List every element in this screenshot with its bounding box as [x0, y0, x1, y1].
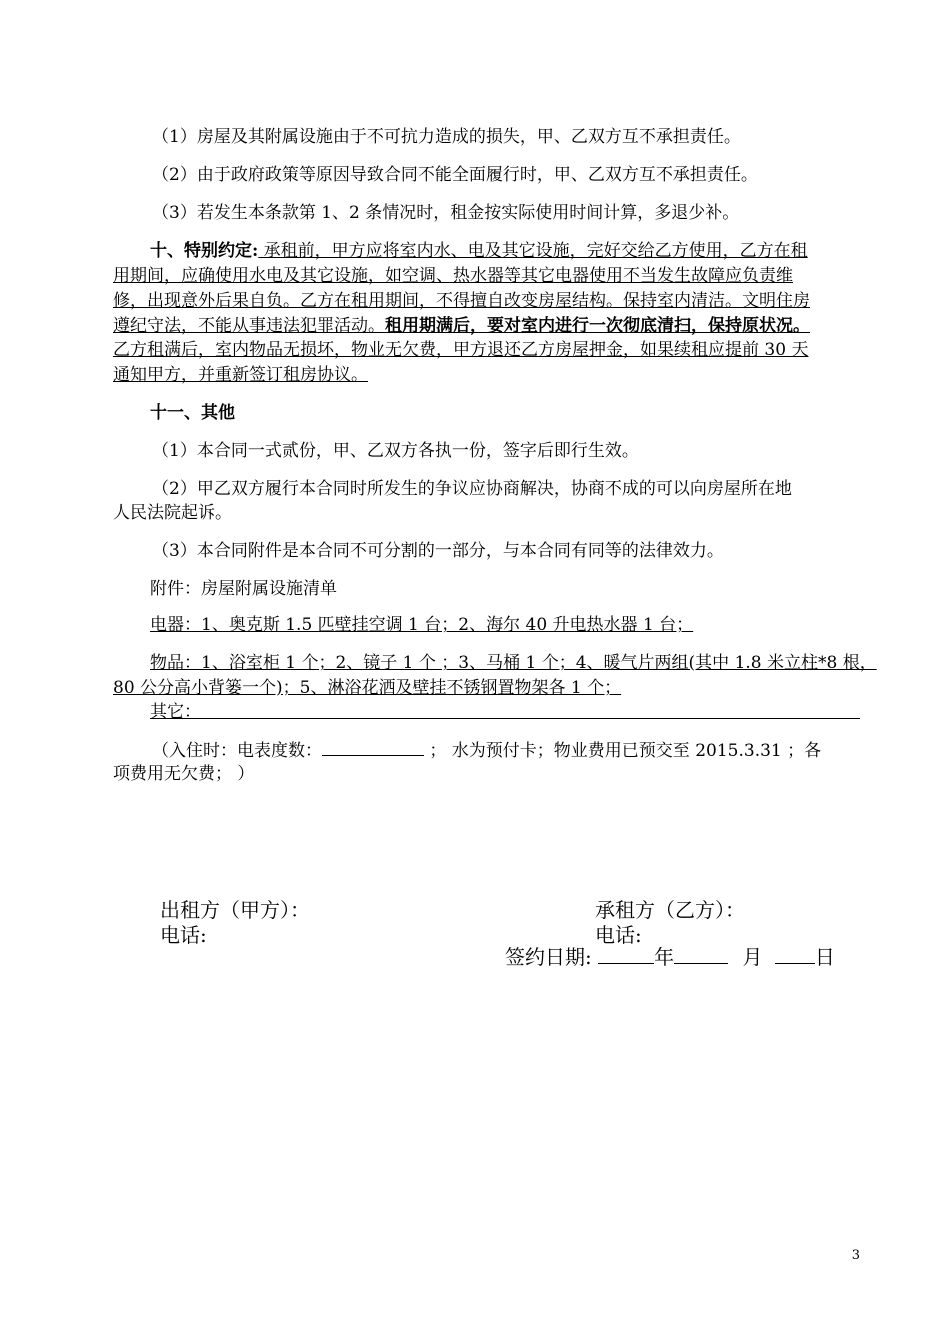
month-blank — [674, 945, 728, 964]
checkin-line1 — [152, 737, 821, 763]
day-label: 日 — [814, 945, 835, 969]
section11-item-3: （3）本合同附件是本合同不可分割的一部分，与本合同有同等的法律效力。 — [152, 541, 724, 561]
section11-item-1: （1）本合同一式贰份，甲、乙双方各执一份，签字后即行生效。 — [152, 441, 639, 461]
lessor-label: 出租方（甲方）： — [160, 898, 310, 922]
section10-text-1: 承租前，甲方应将室内水、电及其它设施，完好交给乙方使用，乙方在租 — [258, 241, 808, 261]
section10-line6: 通知甲方，并重新签订租房协议。 — [113, 365, 368, 385]
section11-item-2-line2: 人民法院起诉。 — [113, 503, 232, 523]
section11-item-2-line1: （2）甲乙双方履行本合同时所发生的争议应协商解决，协商不成的可以向房屋所在地 — [152, 479, 792, 499]
force-majeure-item-3: （3）若发生本条款第 1、2 条情况时，租金按实际使用时间计算，多退少补。 — [152, 203, 740, 223]
section10-line2: 用期间，应确使用水电及其它设施，如空调、热水器等其它电器使用不当发生故障应负责维 — [113, 266, 793, 286]
year-label: 年 — [654, 945, 675, 969]
signing-date — [505, 945, 835, 969]
attachment-appliances: 电器：1、奥克斯 1.5 匹壁挂空调 1 台；2、海尔 40 升电热水器 1 台； — [150, 615, 694, 635]
section10-line5: 乙方租满后，室内物品无损坏，物业无欠费，甲方退还乙方房屋押金，如果续租应提前 30 天 — [113, 340, 809, 360]
checkin-electricity-label: （入住时：电表度数： — [152, 741, 322, 761]
force-majeure-item-1: （1）房屋及其附属设施由于不可抗力造成的损失，甲、乙双方互不承担责任。 — [152, 127, 741, 147]
day-blank — [775, 945, 815, 964]
section10-line1 — [150, 239, 808, 263]
year-blank — [598, 945, 654, 964]
lessor-phone-label: 电话: — [160, 923, 207, 947]
checkin-rest: ； 水为预付卡；物业费用已预交至 2015.3.31 ；各 — [424, 741, 822, 761]
month-label: 月 — [742, 945, 763, 969]
force-majeure-item-2: （2）由于政府政策等原因导致合同不能全面履行时，甲、乙双方互不承担责任。 — [152, 165, 758, 185]
section11-heading: 十一、其他 — [150, 403, 235, 423]
attachment-items-line1: 物品：1、浴室柜 1 个；2、镜子 1 个 ；3、马桶 1 个；4、暖气片两组(其中 1.8 米立柱*8 根， — [150, 653, 877, 673]
attachment-other-label: 其它： — [150, 702, 201, 722]
lessee-phone-label: 电话: — [595, 923, 642, 947]
section10-line3: 修，出现意外后果自负。乙方在租用期间，不得擅自改变房屋结构。保持室内清洁。文明住房 — [113, 291, 810, 311]
attachment-title: 附件：房屋附属设施清单 — [150, 579, 337, 599]
other-underline — [150, 718, 860, 719]
section10-line4-normal: 遵纪守法，不能从事违法犯罪活动。 — [113, 316, 385, 336]
electricity-reading-blank — [322, 737, 424, 756]
attachment-items-line2: 80 公分高小背篓一个)；5、淋浴花洒及壁挂不锈钢置物架各 1 个； — [113, 678, 622, 698]
date-label: 签约日期: — [505, 945, 592, 969]
section10-heading: 十、特别约定: — [150, 241, 259, 261]
section10-line4-bold: 租用期满后，要对室内进行一次彻底清扫，保持原状况。 — [385, 316, 810, 336]
page-number: 3 — [851, 1248, 860, 1263]
lessee-label: 承租方（乙方）： — [595, 898, 745, 922]
checkin-line2: 项费用无欠费； ） — [113, 764, 255, 784]
section10-line4 — [113, 314, 810, 338]
